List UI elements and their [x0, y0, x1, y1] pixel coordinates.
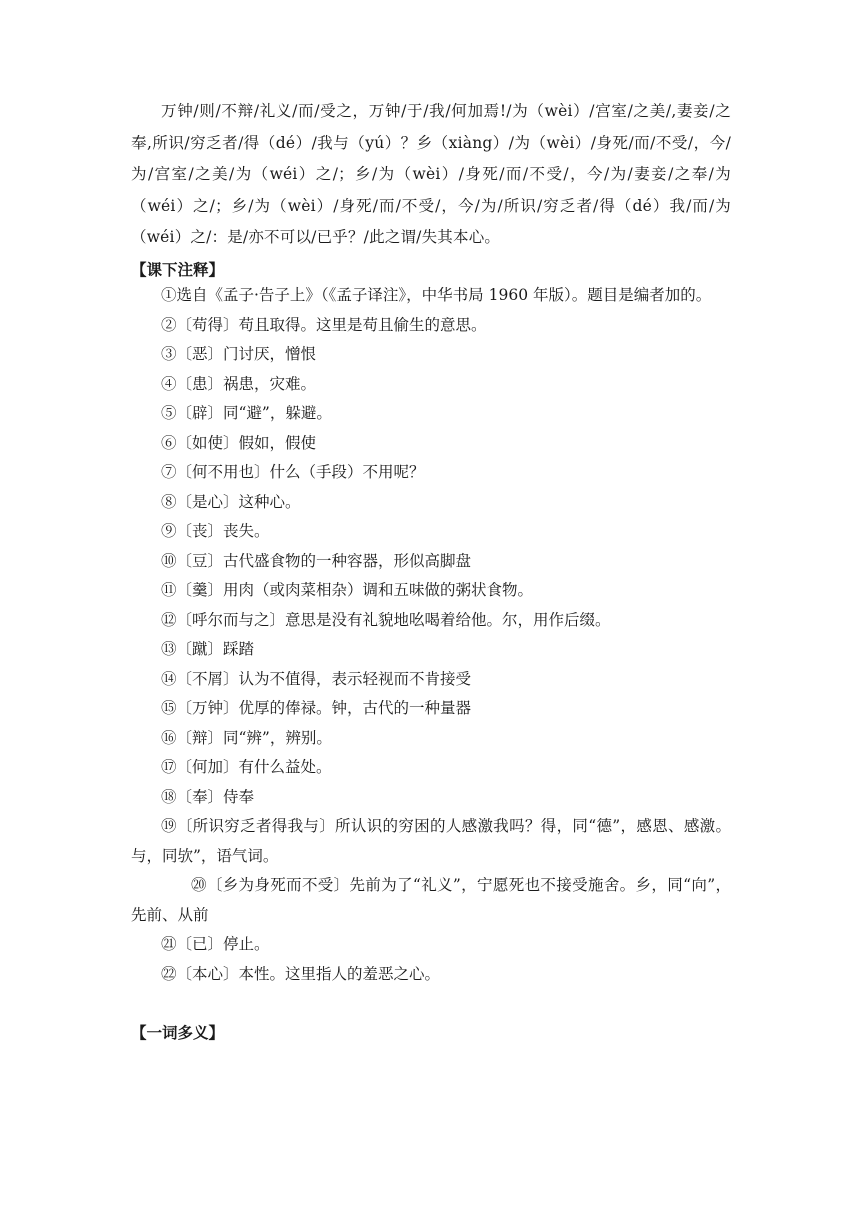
note-item: ⑲〔所识穷乏者得我与〕所认识的穷困的人感激我吗？得，同“德”，感恩、感激。与，同欤”，语气词。: [131, 817, 731, 865]
note-item: ⑪〔羹〕用肉（或肉菜相杂）调和五味做的粥状食物。: [161, 581, 534, 599]
passage-paragraph: 万钟/则/不辩/礼义/而/受之，万钟/于/我/何加焉!/为（wèi）/宫室/之美/,妻妾/之奉,所识/穷乏者/得（dé）/我与（yú）？乡（xiàng）/为（wèi）/身死/而/不受/，今/为/宫室/之美/为（wéi）之/；乡/为（wèi）/身死/而/不受/，今/为/妻妾/之奉/为（wéi）之/；乡/为（wèi）/身死/而/不受/，今/为/所识/穷乏者/得（dé）我/而/为（wéi）之/：是/亦不可以/已乎？/此之谓/失其本心。: [131, 102, 731, 246]
note-item: ⑭〔不屑〕认为不值得，表示轻视而不肯接受: [161, 669, 472, 688]
note-item: ⑤〔辟〕同“避”，躲避。: [161, 404, 332, 422]
note-item: ⑥〔如使〕假如，假使: [161, 433, 317, 452]
note-item: ②〔苟得〕苟且取得。这里是苟且偷生的意思。: [161, 315, 487, 334]
note-item: ⑩〔豆〕古代盛食物的一种容器，形似高脚盘: [161, 551, 472, 570]
note-item: ⑧〔是心〕这种心。: [161, 492, 301, 511]
note-item: ⑫〔呼尔而与之〕意思是没有礼貌地吆喝着给他。尔，用作后缀。: [161, 610, 611, 629]
notes-list: [131, 281, 731, 989]
note-item: ㉑〔已〕停止。: [161, 935, 270, 953]
note-item: ④〔患〕祸患，灾难。: [161, 374, 317, 393]
note-item: ⑨〔丧〕丧失。: [161, 522, 270, 540]
section-heading-notes: 【课下注释】: [131, 260, 225, 279]
note-item: ⑰〔何加〕有什么益处。: [161, 758, 332, 776]
section-heading-polysemy: 【一词多义】: [131, 1023, 225, 1042]
note-item: ⑱〔奉〕侍奉: [161, 787, 255, 806]
note-item: ⑮〔万钟〕优厚的俸禄。钟，古代的一种量器: [161, 699, 472, 717]
note-item: ⑬〔蹴〕踩踏: [161, 640, 255, 658]
note-item: ⑳〔乡为身死而不受〕先前为了“礼义”，宁愿死也不接受施舍。乡，同“向”，先前、从前: [131, 876, 731, 924]
note-item: ㉒〔本心〕本性。这里指人的羞恶之心。: [161, 964, 441, 983]
note-item: ⑯〔辩〕同“辨”，辨别。: [161, 728, 332, 747]
note-item: ⑦〔何不用也〕什么（手段）不用呢？: [161, 463, 425, 481]
note-item: ①选自《孟子·告子上》（《孟子译注》，中华书局 1960 年版）。题目是编者加的。: [161, 286, 712, 304]
note-item: ③〔恶〕门讨厌，憎恨: [161, 345, 317, 363]
